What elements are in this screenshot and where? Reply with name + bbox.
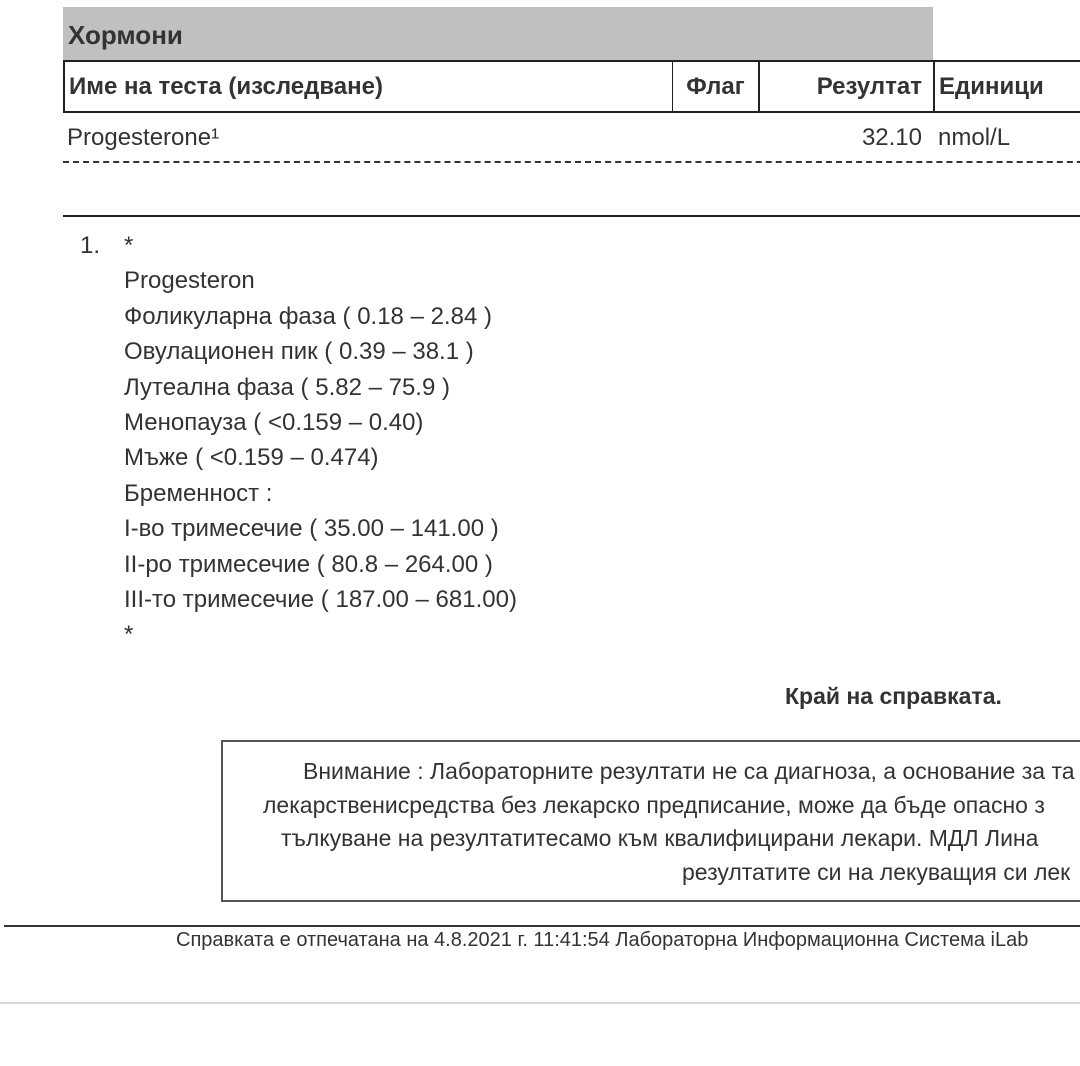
footnote-line: III-то тримесечие ( 187.00 – 681.00) <box>124 586 517 614</box>
flag-cell <box>671 113 758 161</box>
footnote-line: II-ро тримесечие ( 80.8 – 264.00 ) <box>124 550 493 578</box>
results-table-header <box>63 60 1080 113</box>
footnote-line: Мъже ( <0.159 – 0.474) <box>124 444 379 472</box>
footnote-line: * <box>124 621 134 649</box>
column-header-result: Резултат <box>760 62 935 111</box>
footer-divider <box>4 925 1080 927</box>
footnote-line: Менопауза ( <0.159 – 0.40) <box>124 409 424 437</box>
disclaimer-line: тълкуване на резултатитесамо към квалифицирани лекари. МДЛ Лина <box>281 825 1039 851</box>
test-name-cell: Progesterone¹ <box>67 124 220 151</box>
table-row <box>63 113 1080 163</box>
footnote-line: Бременност : <box>124 479 273 507</box>
column-header-flag: Флаг <box>673 62 760 111</box>
units-cell: nmol/L <box>938 124 1011 151</box>
footnote-line: Фоликуларна фаза ( 0.18 – 2.84 ) <box>124 302 492 330</box>
disclaimer-box <box>221 740 1080 902</box>
printed-timestamp: Справката е отпечатана на 4.8.2021 г. 11:41:54 Лабораторна Информационна Система iLab <box>176 929 1029 951</box>
end-of-report-label: Край на справката. <box>785 683 1002 709</box>
column-header-units: Единици <box>939 73 1044 100</box>
footnote-line: Лутеална фаза ( 5.82 – 75.9 ) <box>124 373 450 401</box>
footnote-line: Овулационен пик ( 0.39 – 38.1 ) <box>124 338 474 366</box>
result-cell: 32.10 <box>861 124 922 151</box>
disclaimer-line: Внимание : Лабораторните резултати не са диагноза, а основание за та <box>303 758 1075 784</box>
disclaimer-line: лекарственисредства без лекарско предписание, може да бъде опасно з <box>263 791 1045 818</box>
footnote-reference-ranges <box>124 228 517 653</box>
section-title-hormones: Хормони <box>63 7 933 60</box>
footnote-number: 1. <box>80 232 101 259</box>
column-header-test-name: Име на теста (изследване) <box>65 62 673 111</box>
page-bottom-divider <box>0 1002 1080 1004</box>
footnote-line: Progesteron <box>124 267 255 295</box>
footnote-line: * <box>124 232 134 259</box>
disclaimer-line: резултатите си на лекуващия си лек <box>682 858 1071 885</box>
footnote-line: I-во тримесечие ( 35.00 – 141.00 ) <box>124 515 499 543</box>
notes-divider <box>63 215 1080 217</box>
